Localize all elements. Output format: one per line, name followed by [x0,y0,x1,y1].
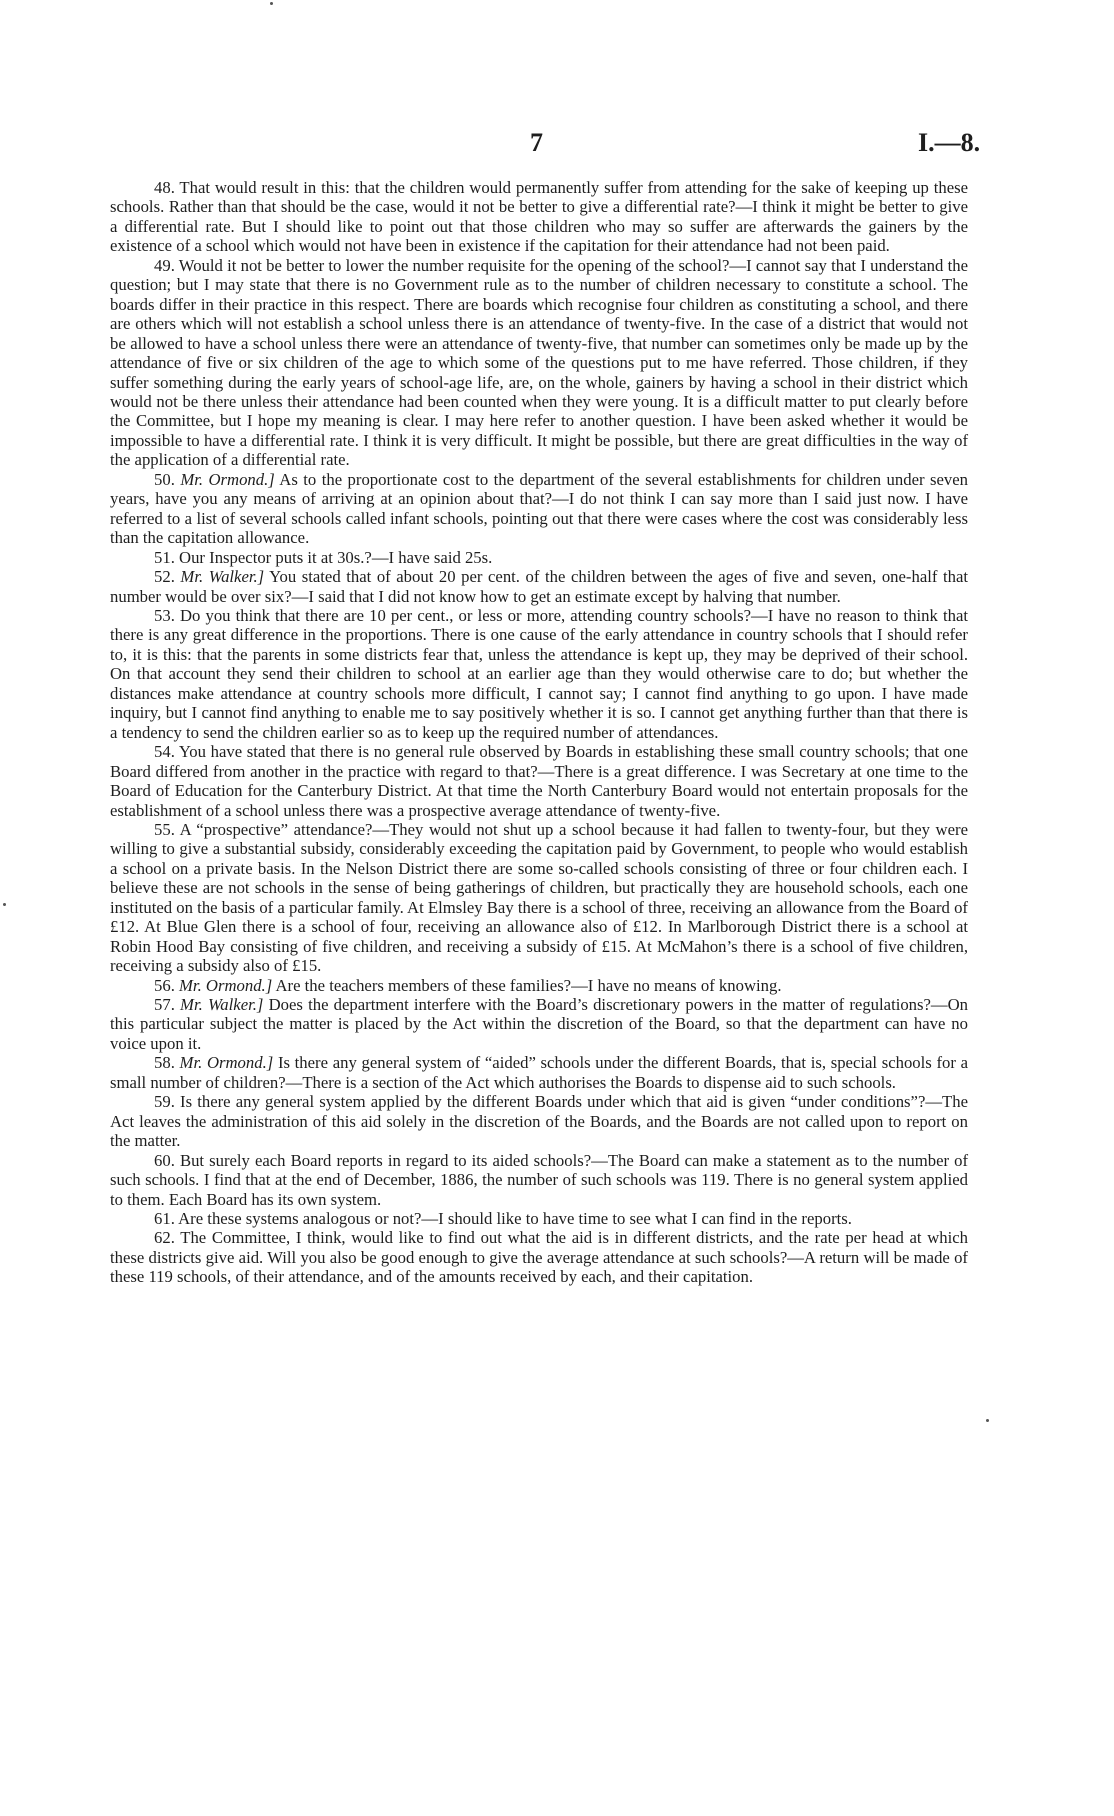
testimony-paragraph [110,548,968,567]
speaker-name: Mr. Walker.] [180,567,265,587]
testimony-paragraph [110,256,968,470]
question-answer-text: The Committee, I think, would like to find out what the aid is in different districts, and the rate per head at which these districts give aid. Will you also be good enough to give the average attendance at such schools?—A return will be made of these 119 schools, of their attendance, and of the amounts received by each, and their capitation. [110,1228,968,1287]
question-number: 50. [154,469,175,489]
testimony-paragraph [110,1053,968,1092]
question-number: 57. [154,995,175,1015]
body-text [110,178,968,1287]
question-number: 59. [154,1092,175,1112]
question-number: 53. [154,605,175,625]
testimony-paragraph [110,1092,968,1150]
question-answer-text: A “prospective” attendance?—They would not shut up a school because it had fallen to twenty-four, but they were willing to give a substantial subsidy, considerably exceeding the capitation paid by Government, to people who would establish a school on a private basis. In the Nelson District there are some so-called schools consisting of three or four children each. I believe these are not schools in the sense of being gatherings of children, but practically they are household schools, each one instituted on the basis of a particular family. At Elmsley Bay there is a school of three, receiving an allowance from the Board of £12. At Blue Glen there is a school of four, receiving an allowance also of £12. In Marlborough District there is a school at Robin Hood Bay consisting of five children, and receiving a subsidy of £15. At McMahon’s there is a school of five children, receiving a subsidy also of £15. [110,819,968,976]
speaker-name: Mr. Ormond.] [179,1053,274,1073]
question-answer-text: Would it not be better to lower the number requisite for the opening of the school?—I cannot say that I understand the question; but I may state that there is no Government rule as to the number of children necessary to constitute a school. The boards differ in their practice in this respect. There are boards which recognise four children as constituting a school, and there are others which will not establish a school unless there is an attendance of twenty-five. In the case of a district that would not be allowed to have a school unless there were an attendance of twenty-five, that number can sometimes only be made up by the attendance of five or six children of the age to which some of the questions put to me have referred. Those children, if they suffer something during the early years of school-age life, are, on the whole, gainers by having a school in their district which would not be there unless their attendance had been counted when they were young. It is a difficult matter to put clearly before the Committee, but I hope my meaning is clear. I may here refer to another question. I have been asked whether it would be impossible to have a differential rate. I think it is very difficult. It might be possible, but there are great difficulties in the way of the application of a differential rate. [110,255,968,470]
question-number: 56. [154,975,175,995]
testimony-paragraph [110,1209,968,1228]
question-number: 48. [154,178,175,197]
testimony-paragraph [110,470,968,548]
question-number: 60. [154,1150,175,1170]
testimony-paragraph [110,1151,968,1209]
question-number: 55. [154,819,175,839]
testimony-paragraph [110,178,968,256]
question-answer-text: You stated that of about 20 per cent. of the children between the ages of five and seven, one-half that number would be over six?—I said that I did not know how to get an estimate except by halving that number. [110,567,969,606]
question-answer-text: But surely each Board reports in regard to its aided schools?—The Board can make a statement as to the number of such schools. I find that at the end of December, 1886, the number of such schools was 119. There is no general system applied to them. Each Board has its own system. [110,1150,969,1209]
question-answer-text: Are the teachers members of these families?—I have no means of knowing. [275,975,782,995]
question-answer-text: Are these systems analogous or not?—I should like to have time to see what I can find in the reports. [178,1209,852,1229]
question-answer-text: Is there any general system of “aided” schools under the different Boards, that is, special schools for a small number of children?—There is a section of the Act which authorises the Boards to dispense aid to such schools. [110,1053,969,1092]
page-number: 7 [530,128,543,157]
testimony-paragraph [110,606,968,742]
speaker-name: Mr. Ormond.] [179,975,273,995]
question-number: 51. [154,547,175,567]
question-answer-text: That would result in this: that the children would permanently suffer from attending for the sake of keeping up these schools. Rather than that should be the case, would it not be better to give a differential rate?—I think it might be better to give a differential rate. But I should like to point out that those children who may so suffer are afterwards the gainers by the existence of a school which would not have been in existence if the capitation for their attendance had not been paid. [110,178,969,256]
scan-speck [986,1419,989,1422]
question-answer-text: As to the proportionate cost to the department of the several establishments for children under seven years, have you any means of arriving at an opinion about that?—I do not think I can say more than I said just now. I have referred to a list of several schools called infant schools, pointing out that there were cases where the cost was considerably less than the capitation allowance. [110,469,968,548]
document-reference: I.—8. [918,128,981,157]
testimony-paragraph [110,976,968,995]
question-number: 52. [154,567,175,587]
question-answer-text: Is there any general system applied by the different Boards under which that aid is given “under conditions”?—The Act leaves the administration of this aid solely in the discretion of the Boards, and the Boards are not called upon to report on the matter. [110,1092,968,1151]
question-number: 61. [154,1209,175,1229]
question-number: 54. [154,742,175,762]
question-answer-text: Do you think that there are 10 per cent., or less or more, attending country schools?—I have no reason to think that there is any great difference in the proportions. There is one cause of the early attendance in country schools that I should refer to, it is this: that the parents in some districts fear that, unless the attendance is kept up, they may be deprived of their school. On that account they send their children to school at an earlier age than they would otherwise care to do; but whether the distances make attendance at country schools more difficult, I cannot say; I cannot find anything to go upon. I have made inquiry, but I cannot find anything to enable me to say positively whether it is so. I cannot get anything further than that there is a tendency to send the children earlier so as to keep up the required number of attendances. [110,605,968,742]
scan-speck [3,903,6,906]
question-answer-text: You have stated that there is no general rule observed by Boards in establishing these small country schools; that one Board differed from another in the practice with regard to that?—There is a great difference. I was Secretary at one time to the Board of Education for the Canterbury District. At that time the North Canterbury Board would not entertain proposals for the establishment of a school unless there was a prospective average attendance of twenty-five. [110,742,968,820]
testimony-paragraph [110,742,968,820]
testimony-paragraph [110,820,968,976]
testimony-paragraph [110,995,968,1053]
speaker-name: Mr. Ormond.] [180,469,275,489]
question-answer-text: Our Inspector puts it at 30s.?—I have said 25s. [179,547,493,567]
testimony-paragraph [110,567,968,606]
page-header [0,128,1114,164]
question-number: 58. [154,1053,175,1073]
question-number: 49. [154,255,175,275]
question-number: 62. [154,1228,175,1248]
speaker-name: Mr. Walker.] [180,995,264,1015]
question-answer-text: Does the department interfere with the Board’s discretionary powers in the matter of regulations?—On this particular subject the matter is placed by the Act within the discretion of the Board, so that the department can have no voice upon it. [110,995,969,1053]
testimony-paragraph [110,1228,968,1286]
scan-speck [270,2,273,5]
